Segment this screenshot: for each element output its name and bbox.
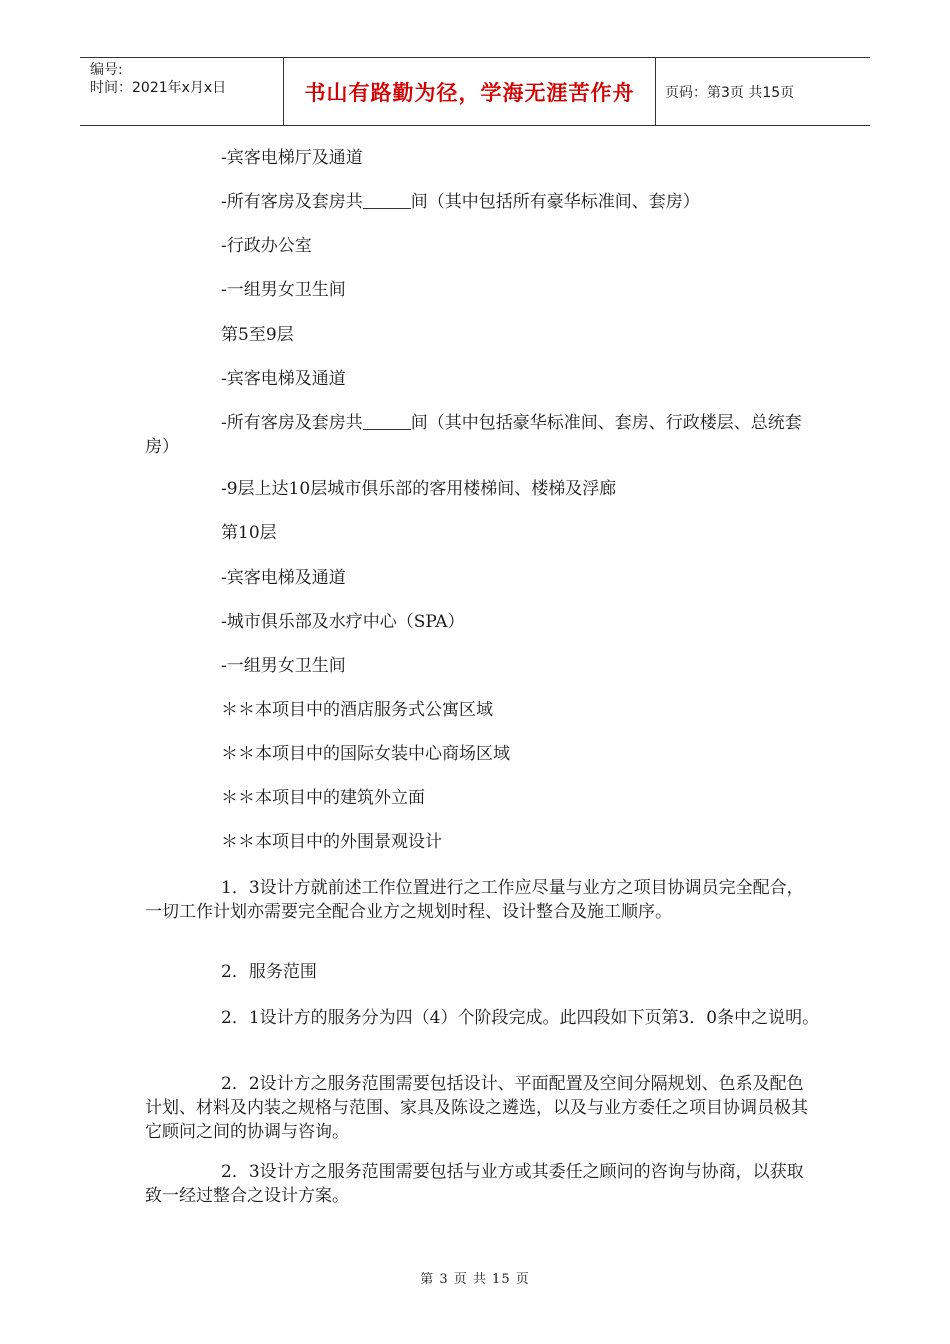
text-line: -宾客电梯及通道	[221, 568, 346, 588]
text-line: ＊＊本项目中的外围景观设计	[221, 832, 442, 852]
text-line: -宾客电梯及通道	[221, 369, 346, 389]
section-heading: 2．服务范围	[221, 962, 317, 982]
line-prefix: -所有客房及套房共	[221, 192, 363, 212]
header-page-info: 页码：第3页 共15页	[665, 84, 795, 101]
text-line: -一组男女卫生间	[221, 280, 346, 300]
text-line	[221, 190, 700, 214]
text-line: -城市俱乐部及水疗中心（SPA）	[221, 612, 465, 632]
text-line: ＊＊本项目中的酒店服务式公寓区域	[221, 700, 493, 720]
line-rest: 间（其中包括豪华标准间、套房、行政楼层、总统套房）	[145, 413, 802, 457]
text-paragraph: 2．2设计方之服务范围需要包括设计、平面配置及空间分隔规划、色系及配色计划、材料及内装之规格与范围、家具及陈设之遴选，以及与业方委任之项目协调员极其它顾问之间的协调与咨询。	[145, 1074, 808, 1142]
text-line: ＊＊本项目中的国际女装中心商场区域	[221, 744, 510, 764]
header-motto: 书山有路勤为径，学海无涯苦作舟	[304, 80, 635, 105]
document-date: 时间：2021年x月x日	[90, 80, 227, 96]
text-paragraph: 2．3设计方之服务范围需要包括与业方或其委任之顾问的咨询与协商，以获取致一经过整合之设计方案。	[145, 1162, 804, 1206]
line-prefix: -所有客房及套房共	[221, 413, 363, 433]
page-header	[80, 57, 870, 126]
text-line: -9层上达10层城市俱乐部的客用楼梯间、楼梯及浮廊	[221, 479, 617, 499]
text-paragraph	[145, 411, 820, 459]
page-footer: 第 3 页 共 15 页	[420, 1272, 530, 1287]
section-heading: 第10层	[221, 523, 277, 543]
text-line: -宾客电梯厅及通道	[221, 148, 363, 168]
fill-blank	[363, 190, 411, 209]
header-motto-cell	[283, 58, 656, 125]
text-line: -一组男女卫生间	[221, 656, 346, 676]
fill-blank	[363, 411, 411, 430]
text-line: -行政办公室	[221, 236, 312, 256]
text-paragraph: 2．1设计方的服务分为四（4）个阶段完成。此四段如下页第3．0条中之说明。	[221, 1008, 820, 1028]
line-rest: 间（其中包括所有豪华标准间、套房）	[410, 192, 700, 212]
text-paragraph: 1．3设计方就前述工作位置进行之工作应尽量与业方之项目协调员完全配合，一切工作计划亦需要完全配合业方之规划时程、设计整合及施工顺序。	[145, 878, 804, 922]
text-line: ＊＊本项目中的建筑外立面	[221, 788, 425, 808]
section-heading: 第5至9层	[221, 325, 294, 345]
document-number-label: 编号:	[90, 62, 123, 78]
header-meta	[80, 58, 283, 125]
